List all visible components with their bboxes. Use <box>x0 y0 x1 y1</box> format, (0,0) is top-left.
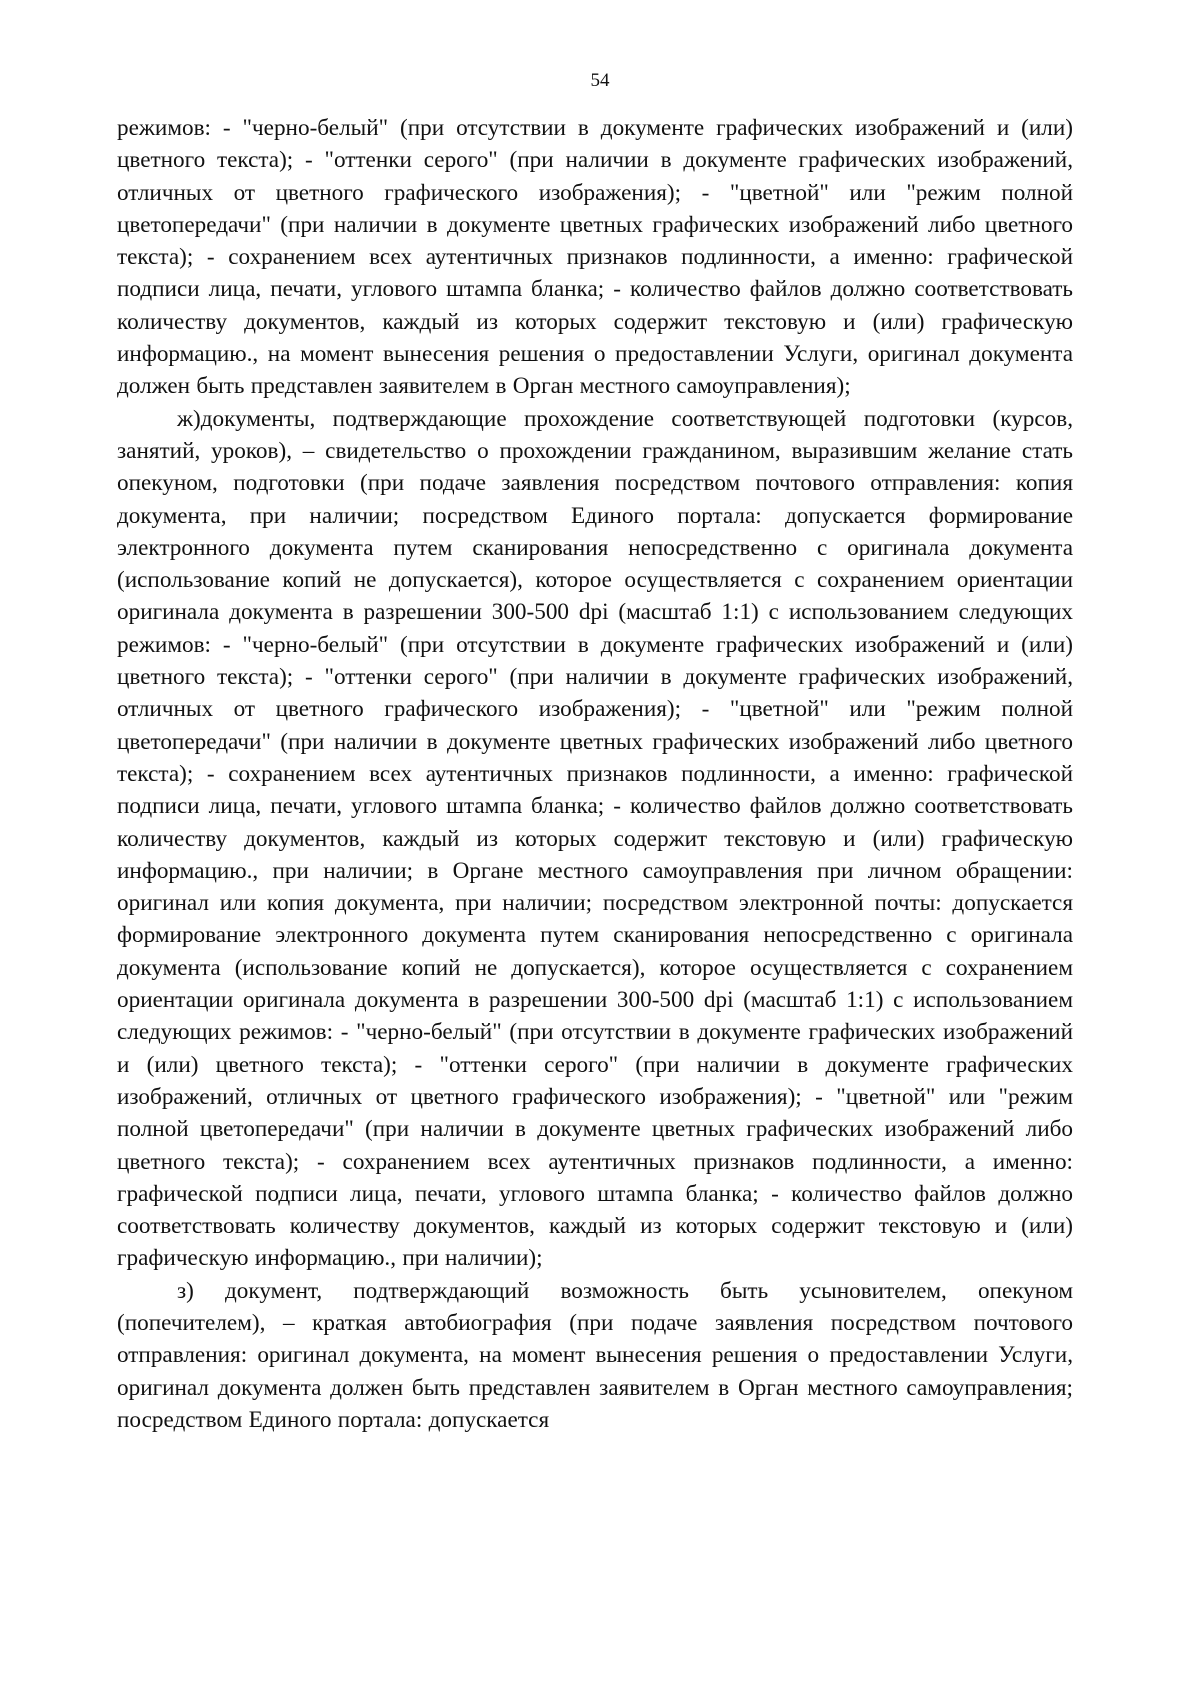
paragraph-continuation: режимов: - "черно-белый" (при отсутствии в документе графических изображений и (или) цветного текста); - "оттенки серого" (при наличии в документе графических изображений, отличных от цветного графического изображения); - "цветной" или "режим полной цветопередачи" (при наличии в документе цветных графических изображений либо цветного текста); - сохранением всех аутентичных признаков подлинности, а именно: графической подписи лица, печати, углового штампа бланка; - количество файлов должно соответствовать количеству документов, каждый из которых содержит текстовую и (или) графическую информацию., на момент вынесения решения о предоставлении Услуги, оригинал документа должен быть представлен заявителем в Орган местного самоуправления); <box>117 115 1073 400</box>
paragraph-item-z: з) документ, подтверждающий возможность быть усыновителем, опекуном (попечителем), – краткая автобиография (при подаче заявления посредством почтового отправления: оригинал документа, на момент вынесения решения о предоставлении Услуги, оригинал документа должен быть представлен заявителем в Орган местного самоуправления; посредством Единого портала: допускается <box>117 1277 1073 1433</box>
paragraph-item-zh: ж)документы, подтверждающие прохождение соответствующей подготовки (курсов, занятий, уроков), – свидетельство о прохождении гражданином, выразившим желание стать опекуном, подготовки (при подаче заявления посредством почтового отправления: копия документа, при наличии; посредством Единого портала: допускается формирование электронного документа путем сканирования непосредственно с оригинала документа (использование копий не допускается), которое осуществляется с сохранением ориентации оригинала документа в разрешении 300-500 dpi (масштаб 1:1) с использованием следующих режимов: - "черно-белый" (при отсутствии в документе графических изображений и (или) цветного текста); - "оттенки серого" (при наличии в документе графических изображений, отличных от цветного графического изображения); - "цветной" или "режим полной цветопередачи" (при наличии в документе цветных графических изображений либо цветного текста); - сохранением всех аутентичных признаков подлинности, а именно: графической подписи лица, печати, углового штампа бланка; - количество файлов должно соответствовать количеству документов, каждый из которых содержит текстовую и (или) графическую информацию., при наличии; в Органе местного самоуправления при личном обращении: оригинал или копия документа, при наличии; посредством электронной почты: допускается формирование электронного документа путем сканирования непосредственно с оригинала документа (использование копий не допускается), которое осуществляется с сохранением ориентации оригинала документа в разрешении 300-500 dpi (масштаб 1:1) с использованием следующих режимов: - "черно-белый" (при отсутствии в документе графических изображений и (или) цветного текста); - "оттенки серого" (при наличии в документе графических изображений, отличных от цветного графического изображения); - "цветной" или "режим полной цветопередачи" (при наличии в документе цветных графических изображений либо цветного текста); - сохранением всех аутентичных признаков подлинности, а именно: графической подписи лица, печати, углового штампа бланка; - количество файлов должно соответствовать количеству документов, каждый из которых содержит текстовую и (или) графическую информацию., при наличии); <box>117 405 1073 1272</box>
page-number: 54 <box>590 70 610 91</box>
document-body <box>117 112 1073 1436</box>
